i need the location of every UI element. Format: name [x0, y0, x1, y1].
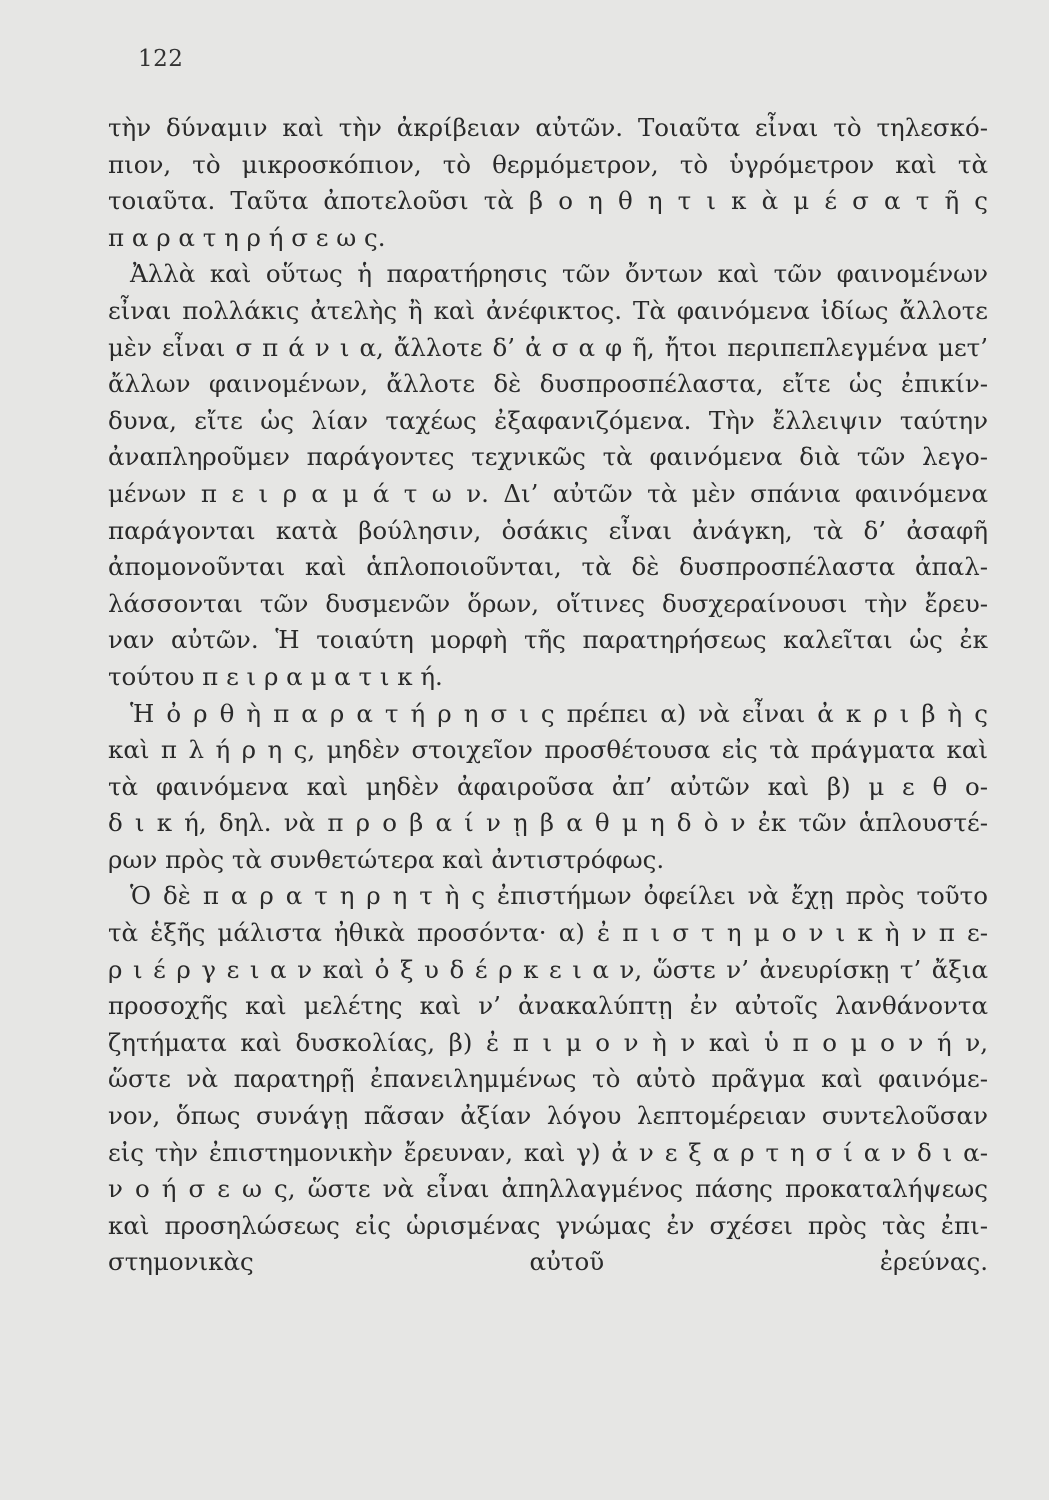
- text-line: ρ ι έ ρ γ ε ι α ν καὶ ὀ ξ υ δ έ ρ κ ε ι α ν, ὥστε ν’ ἀνευρίσκῃ τ’ ἄξια: [108, 954, 988, 984]
- text-line: στημονικὰς αὐτοῦ ἐρεύνας.: [108, 1247, 988, 1277]
- text-line: ἄλλων φαινομένων, ἄλλοτε δὲ δυσπροσπέλαστα, εἴτε ὡς ἐπικίν-: [108, 369, 988, 399]
- text-line: εἰς τὴν ἐπιστημονικὴν ἔρευναν, καὶ γ) ἀ ν ε ξ α ρ τ η σ ί α ν δ ι α-: [108, 1137, 988, 1167]
- text-line: παράγονται κατὰ βούλησιν, ὁσάκις εἶναι ἀνάγκη, τὰ δ’ ἀσαφῆ: [108, 515, 988, 545]
- text-body: [108, 110, 988, 1318]
- text-line: τούτου π ε ι ρ α μ α τ ι κ ή.: [108, 661, 443, 691]
- text-line: ζητήματα καὶ δυσκολίας, β) ἐ π ι μ ο ν ὴ ν καὶ ὑ π ο μ ο ν ή ν,: [108, 1027, 988, 1057]
- text-line: τὰ φαινόμενα καὶ μηδὲν ἀφαιροῦσα ἀπ’ αὐτῶν καὶ β) μ ε θ ο-: [108, 771, 988, 801]
- text-line: ὥστε νὰ παρατηρῇ ἐπανειλημμένως τὸ αὐτὸ πρᾶγμα καὶ φαινόμε-: [108, 1064, 988, 1094]
- text-line: [108, 1281, 988, 1318]
- text-line: δ ι κ ή, δηλ. νὰ π ρ ο β α ί ν ῃ β α θ μ η δ ὸ ν ἐκ τῶν ἁπλουστέ-: [108, 808, 988, 838]
- text-line: Ἡ ὀ ρ θ ὴ π α ρ α τ ή ρ η σ ι ς πρέπει α) νὰ εἶναι ἀ κ ρ ι β ὴ ς: [130, 698, 988, 728]
- text-line: πιον, τὸ μικροσκόπιον, τὸ θερμόμετρον, τὸ ὑγρόμετρον καὶ τὰ: [108, 149, 988, 179]
- text-line: προσοχῆς καὶ μελέτης καὶ ν’ ἀνακαλύπτῃ ἐν αὐτοῖς λανθάνοντα: [108, 991, 988, 1021]
- text-line: δυνα, εἴτε ὡς λίαν ταχέως ἐξαφανιζόμενα. Τὴν ἔλλειψιν ταύτην: [108, 405, 988, 435]
- text-line: νον, ὅπως συνάγῃ πᾶσαν ἀξίαν λόγου λεπτομέρειαν συντελοῦσαν: [108, 1101, 988, 1131]
- text-line: τὴν δύναμιν καὶ τὴν ἀκρίβειαν αὐτῶν. Τοιαῦτα εἶναι τὸ τηλεσκό-: [108, 113, 988, 142]
- text-line: ἀναπληροῦμεν παράγοντες τεχνικῶς τὰ φαινόμενα διὰ τῶν λεγο-: [108, 442, 988, 472]
- text-line: τὰ ἑξῆς μάλιστα ἠθικὰ προσόντα· α) ἐ π ι σ τ η μ ο ν ι κ ὴ ν π ε-: [108, 918, 988, 948]
- text-line: ρων πρὸς τὰ συνθετώτερα καὶ ἀντιστρόφως.: [108, 844, 665, 874]
- text-line: μὲν εἶναι σ π ά ν ι α, ἄλλοτε δ’ ἀ σ α φ ῆ, ἤτοι περιπεπλεγμένα μετ’: [108, 332, 988, 362]
- text-line: ναν αὐτῶν. Ἡ τοιαύτη μορφὴ τῆς παρατηρήσεως καλεῖται ὡς ἐκ: [108, 625, 988, 655]
- page-number: 122: [138, 46, 184, 72]
- text-line: Ἀλλὰ καὶ οὕτως ἡ παρατήρησις τῶν ὄντων καὶ τῶν φαινομένων: [130, 259, 988, 289]
- text-line: ἀπομονοῦνται καὶ ἁπλοποιοῦνται, τὰ δὲ δυσπροσπέλαστα ἀπαλ-: [108, 552, 988, 582]
- text-line: Ὁ δὲ π α ρ α τ η ρ η τ ὴ ς ἐπιστήμων ὀφείλει νὰ ἔχῃ πρὸς τοῦτο: [130, 881, 988, 911]
- text-line: εἶναι πολλάκις ἀτελὴς ἢ καὶ ἀνέφικτος. Τὰ φαινόμενα ἰδίως ἄλλοτε: [108, 295, 988, 325]
- text-line: καὶ προσηλώσεως εἰς ὡρισμένας γνώμας ἐν σχέσει πρὸς τὰς ἐπι-: [108, 1210, 988, 1240]
- text-line: π α ρ α τ η ρ ή σ ε ω ς.: [108, 222, 386, 252]
- text-line: καὶ π λ ή ρ η ς, μηδὲν στοιχεῖον προσθέτουσα εἰς τὰ πράγματα καὶ: [108, 735, 988, 765]
- text-line: τοιαῦτα. Ταῦτα ἀποτελοῦσι τὰ β ο η θ η τ ι κ ὰ μ έ σ α τ ῆ ς: [108, 186, 988, 216]
- text-line: μένων π ε ι ρ α μ ά τ ω ν. Δι’ αὐτῶν τὰ μὲν σπάνια φαινόμενα: [108, 478, 988, 508]
- text-line: ν ο ή σ ε ω ς, ὥστε νὰ εἶναι ἀπηλλαγμένος πάσης προκαταλήψεως: [108, 1174, 988, 1204]
- text-line: λάσσονται τῶν δυσμενῶν ὅρων, οἵτινες δυσχεραίνουσι τὴν ἔρευ-: [108, 588, 988, 618]
